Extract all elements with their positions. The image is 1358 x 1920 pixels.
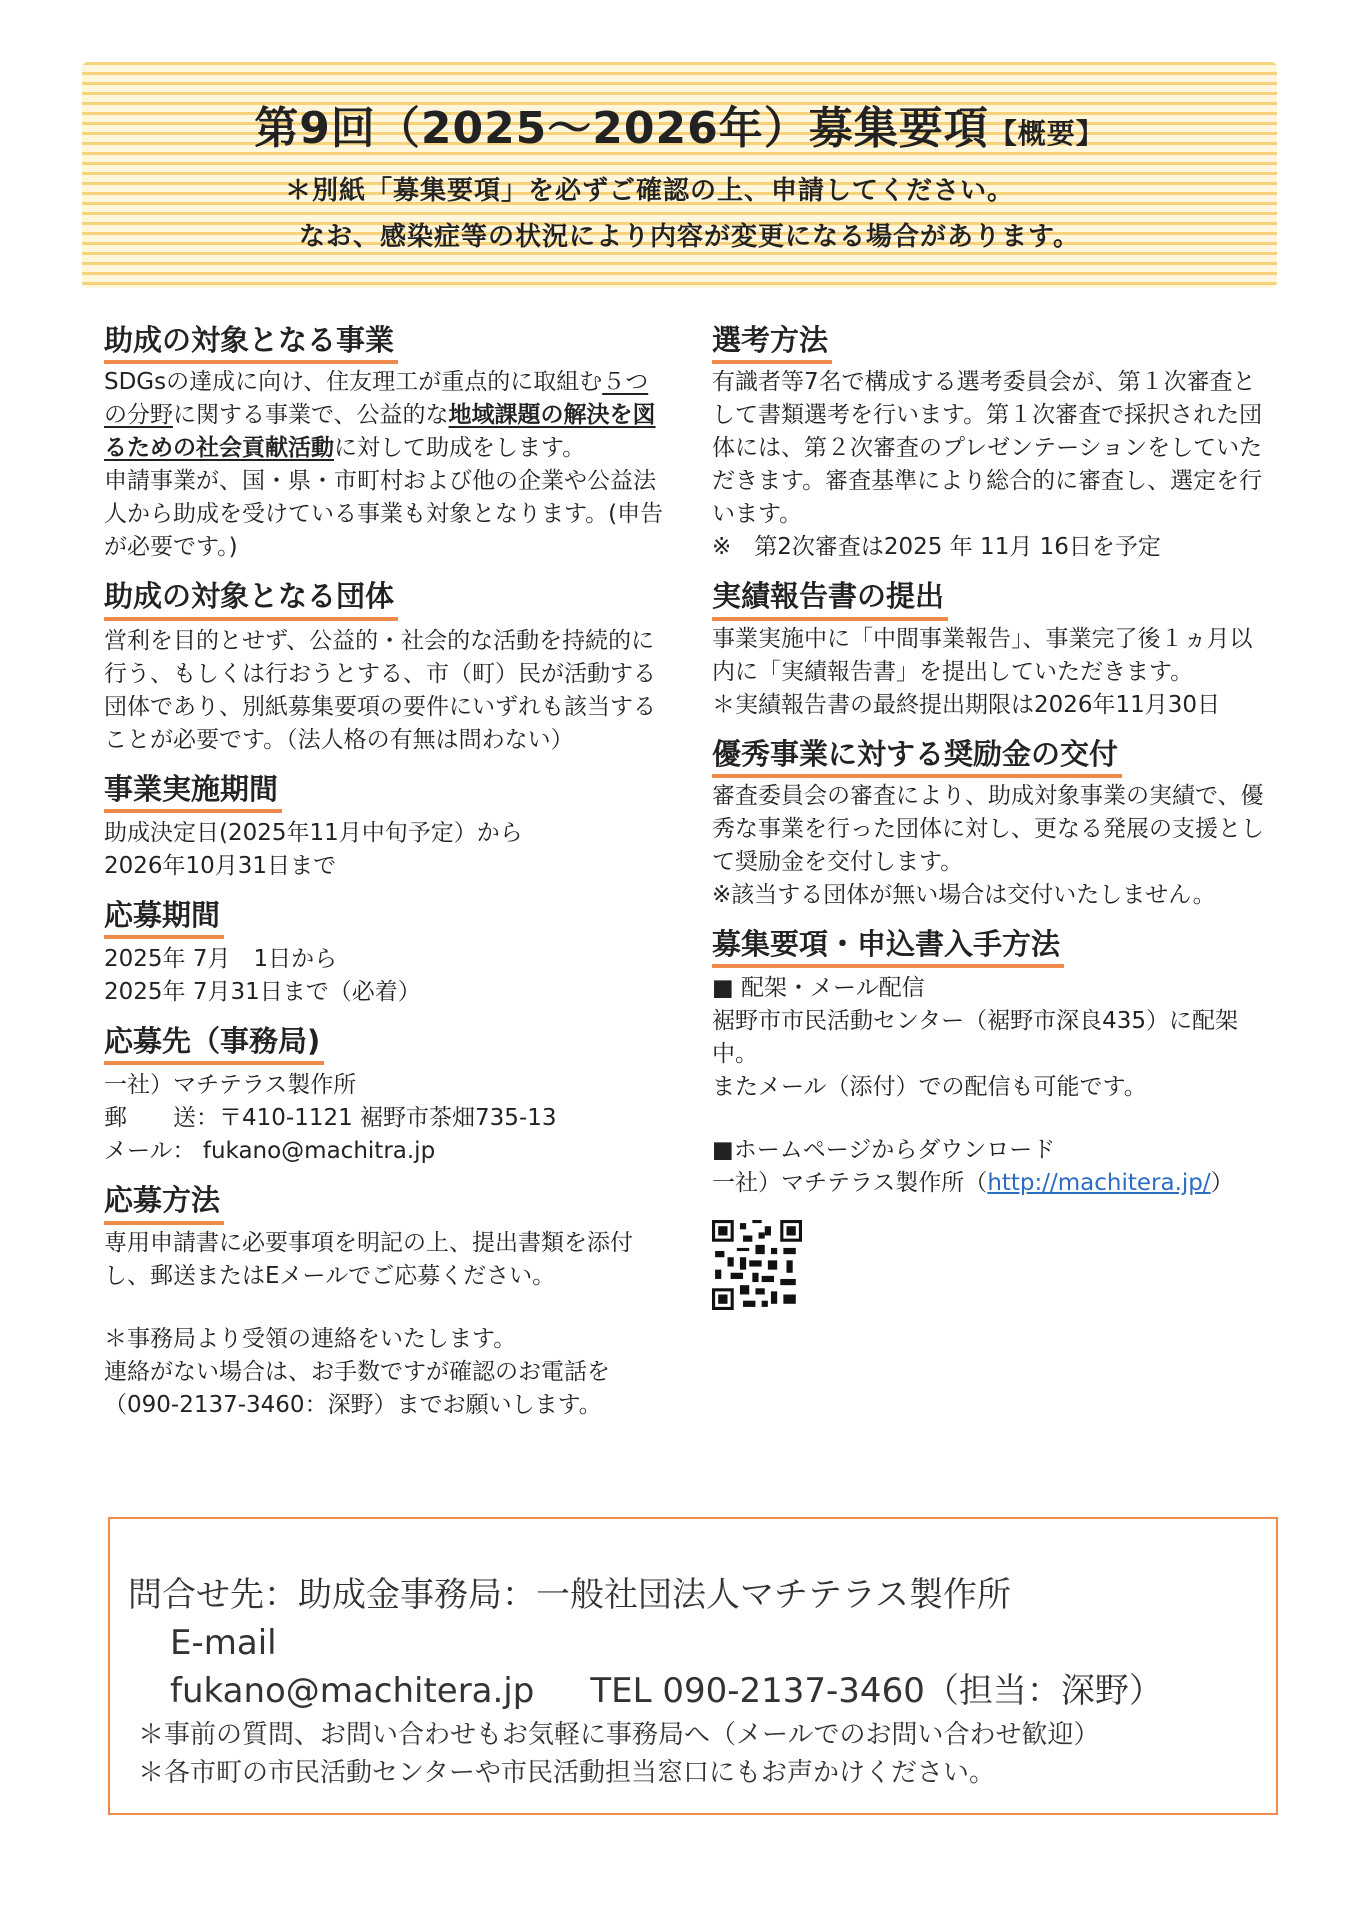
contact-email: E-mail fukano@machitera.jp [170, 1623, 535, 1711]
section-period [104, 771, 669, 883]
section-body: 郵 送：〒410-1121 裾野市茶畑735-13 [104, 1105, 557, 1132]
title-suffix: 【概要】 [988, 117, 1105, 150]
subheading: ■ 配架・メール配信 [712, 975, 925, 1001]
subheading: ■ホームページからダウンロード [712, 1137, 1056, 1163]
section-heading: 応募方法 [104, 1182, 224, 1224]
section-body: 有識者等7名で構成する選考委員会が、第１次審査として書類選考を行います。第１次審査で採択された団体には、第２次審査のプレゼンテーションをしていただきます。審査基準により総合的に審査し、選定を行います。 [712, 369, 1263, 528]
section-body: 専用申請書に必要事項を明記の上、提出書類を添付し、郵送またはEメールでご応募ください。 [104, 1229, 633, 1289]
section-apply-to [104, 1023, 669, 1168]
section-body: 助成決定日(2025年11月中旬予定）から [104, 819, 523, 846]
download-line: 一社）マチテラス製作所（http://machitera.jp/） [712, 1170, 1234, 1196]
section-body: 申請事業が、国・県・市町村および他の企業や公益法人から助成を受けている事業も対象となります。(申告が必要です。) [104, 468, 664, 561]
section-heading: 募集要項・申込書入手方法 [712, 926, 1064, 968]
title-text: 第9回（2025～2026年）募集要項 [254, 103, 989, 154]
section-heading: 実績報告書の提出 [712, 578, 948, 620]
section-obtain [712, 926, 1272, 1310]
contact-heading: 問合せ先：助成金事務局：一般社団法人マチテラス製作所 [128, 1575, 1011, 1615]
banner-note-1: ＊別紙「募集要項」を必ずご確認の上、申請してください。 [284, 176, 1014, 206]
qr-code-icon [712, 1220, 802, 1310]
section-body: ＊事務局より受領の連絡をいたします。 [104, 1325, 517, 1352]
section-body: 2025年 7月 1日から [104, 946, 338, 972]
left-column [104, 322, 669, 1436]
section-body: 2026年10月31日まで [104, 852, 337, 879]
section-heading: 応募期間 [104, 897, 224, 939]
section-note: ※ 第2次審査は2025 年 11月 16日を予定 [712, 534, 1161, 561]
section-body: メール： fukano@machitra.jp [104, 1138, 436, 1165]
section-body: 2025年 7月31日まで（必着） [104, 979, 421, 1005]
section-heading: 助成の対象となる事業 [104, 322, 398, 364]
section-note: ※該当する団体が無い場合は交付いたしません。 [712, 881, 1216, 908]
contact-note: ＊事前の質問、お問い合わせもお気軽に事務局へ（メールでのお問い合わせ歓迎） [138, 1720, 1100, 1750]
section-body: 裾野市市民活動センター（裾野市深良435）に配架中。 [712, 1008, 1238, 1067]
section-body: 審査委員会の審査により、助成対象事業の実績で、優秀な事業を行った団体に対し、更なる発展の支援として奨励金を交付します。 [712, 782, 1264, 875]
section-body: 事業実施中に「中間事業報告」、事業完了後１ヵ月以内に「実績報告書」を提出していただきます。 [712, 625, 1253, 685]
section-target-group [104, 578, 669, 756]
section-apply-method [104, 1182, 669, 1421]
contact-details [170, 1623, 1276, 1712]
contact-box [108, 1517, 1278, 1815]
section-award [712, 736, 1272, 912]
page-title [82, 92, 1277, 156]
section-body: 一社）マチテラス製作所 [104, 1072, 357, 1099]
contact-phone: TEL 090-2137-3460（担当：深野） [590, 1671, 1163, 1711]
section-body: またメール（添付）での配信も可能です。 [712, 1074, 1147, 1100]
section-heading: 選考方法 [712, 322, 832, 364]
section-heading: 事業実施期間 [104, 771, 282, 813]
right-column [712, 322, 1272, 1324]
section-heading: 助成の対象となる団体 [104, 578, 398, 620]
section-body: 連絡がない場合は、お手数ですが確認のお電話を（090-2137-3460：深野）までお願いします。 [104, 1358, 610, 1418]
header-banner [82, 62, 1277, 288]
section-target-project [104, 322, 669, 564]
section-report [712, 578, 1272, 721]
section-apply-period [104, 897, 669, 1009]
section-heading: 優秀事業に対する奨励金の交付 [712, 736, 1122, 778]
banner-note-2: なお、感染症等の状況により内容が変更になる場合があります。 [299, 222, 1080, 252]
section-note: ＊実績報告書の最終提出期限は2026年11月30日 [712, 691, 1221, 718]
section-body: SDGsの達成に向け、住友理工が重点的に取組む５つの分野に関する事業で、公益的な地域課題の解決を図るための社会貢献活動に対して助成をします。 [104, 369, 656, 462]
contact-note: ＊各市町の市民活動センターや市民活動担当窓口にもお声かけください。 [138, 1758, 995, 1788]
section-selection [712, 322, 1272, 564]
section-body: 営利を目的とせず、公益的・社会的な活動を持続的に行う、もしくは行おうとする、市（町）民が活動する団体であり、別紙募集要項の要件にいずれも該当することが必要です。（法人格の有無は問わない） [104, 627, 656, 753]
homepage-link[interactable]: http://machitera.jp/ [987, 1170, 1211, 1196]
section-heading: 応募先（事務局) [104, 1023, 324, 1065]
